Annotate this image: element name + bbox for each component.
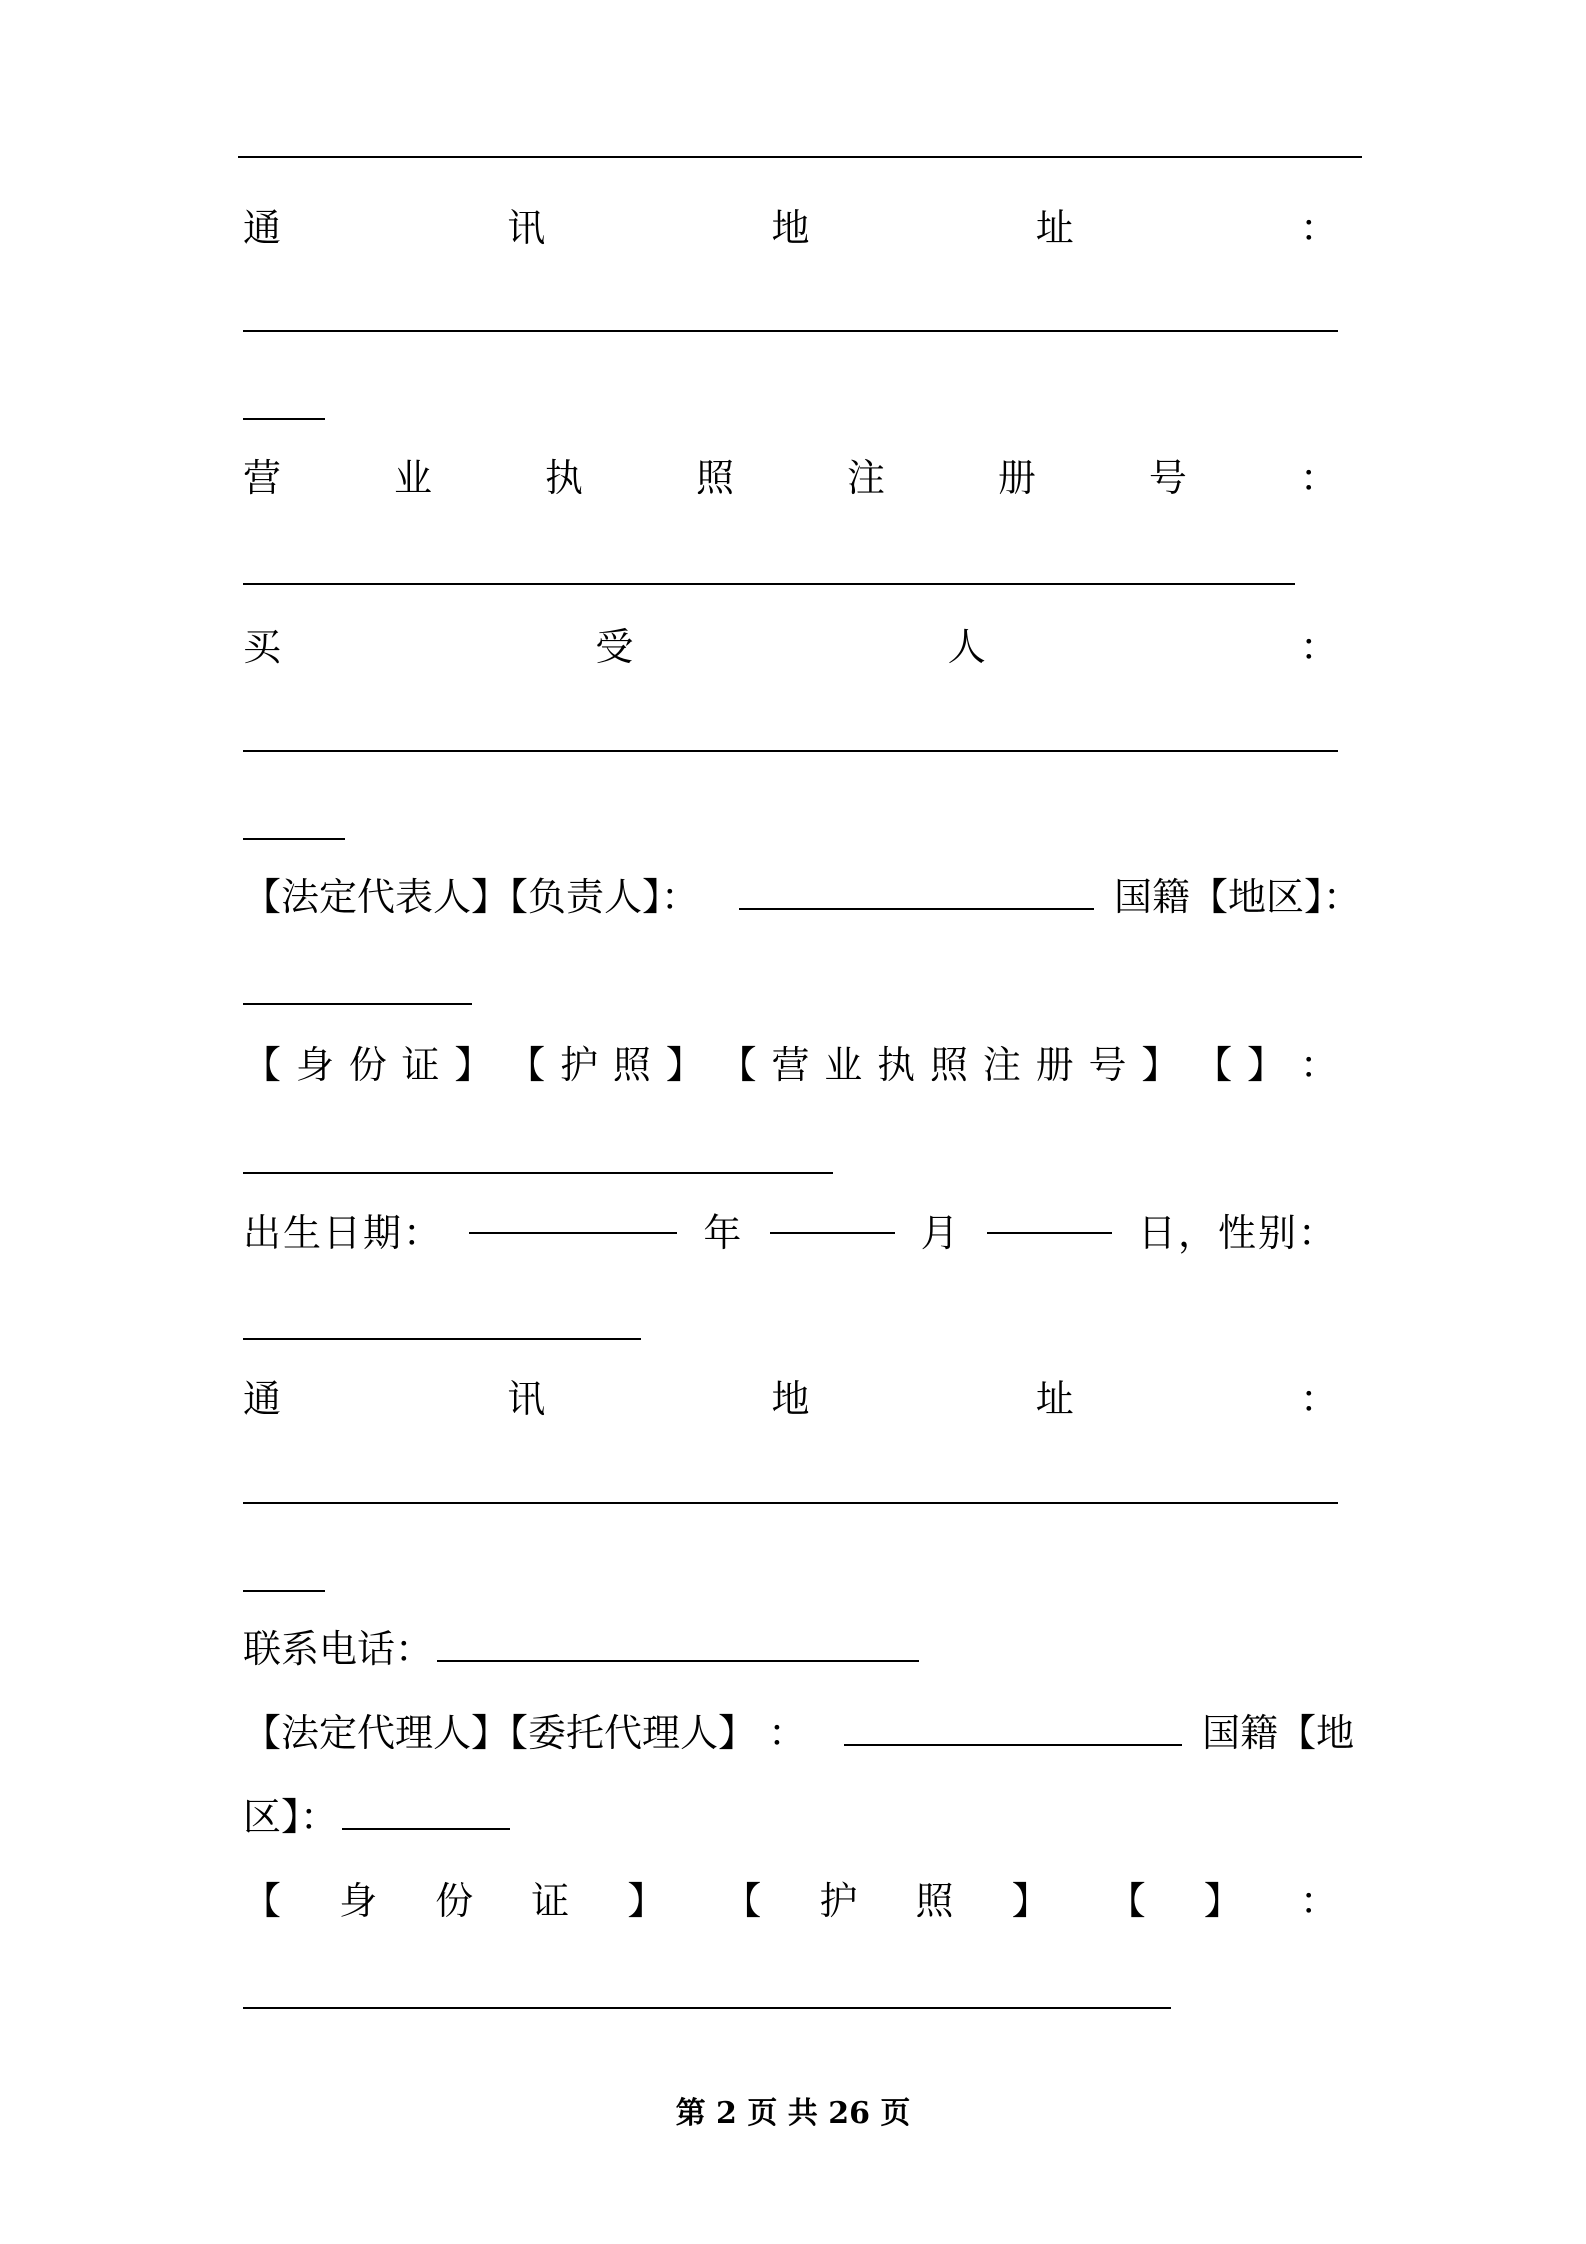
- label-char: 【: [243, 1879, 282, 1923]
- buyer-address-blank-1: [243, 1502, 1338, 1504]
- business-license-label: [243, 443, 1338, 513]
- id-doc-blank: [243, 1172, 833, 1174]
- label-char: 号: [1088, 1043, 1127, 1087]
- birth-year-label: 年: [703, 1211, 744, 1255]
- label-char: 执: [877, 1043, 916, 1087]
- page-number: 第 2 页 共 26 页: [675, 2096, 911, 2131]
- agent-line: [243, 1698, 1363, 1768]
- legal-rep-blank: [739, 874, 1094, 910]
- label-char: 执: [544, 456, 583, 500]
- birth-day-blank: [987, 1198, 1112, 1234]
- label-char: 份: [348, 1043, 387, 1087]
- label-char: 地: [771, 206, 810, 250]
- agent-nationality-label: 国籍【地: [1202, 1711, 1355, 1755]
- label-char: 注: [982, 1043, 1021, 1087]
- birth-day-gender-label: 日，性别：: [1137, 1211, 1338, 1255]
- label-char: 讯: [507, 206, 546, 250]
- label-char: 证: [401, 1043, 440, 1087]
- buyer-blank-2: [243, 838, 345, 840]
- label-char: ：: [1299, 206, 1338, 250]
- agent-label: 【法定代理人】【委托代理人】 ：: [243, 1711, 807, 1755]
- label-char: 护: [560, 1043, 599, 1087]
- agent-id-blank: [243, 2007, 1171, 2009]
- birth-month-blank: [770, 1198, 895, 1234]
- label-char: 身: [339, 1879, 378, 1923]
- label-char: ：: [1299, 456, 1338, 500]
- birth-month-label: 月: [920, 1211, 961, 1255]
- label-char: 买: [243, 625, 282, 669]
- legal-rep-nationality-blank: [243, 1003, 472, 1005]
- label-char: 【: [1107, 1879, 1146, 1923]
- agent-id-label: [243, 1866, 1338, 1936]
- label-char: 营: [771, 1043, 810, 1087]
- label-char: 号: [1148, 456, 1187, 500]
- label-char: 址: [1035, 1377, 1074, 1421]
- label-char: 】: [454, 1043, 493, 1087]
- label-char: 证: [531, 1879, 570, 1923]
- birth-year-blank: [469, 1198, 677, 1234]
- label-char: 地: [771, 1377, 810, 1421]
- label-char: 【: [723, 1879, 762, 1923]
- label-char: 照: [929, 1043, 968, 1087]
- birth-line: [243, 1198, 1338, 1268]
- label-char: 护: [819, 1879, 858, 1923]
- label-char: 照: [695, 456, 734, 500]
- label-char: 】: [627, 1879, 666, 1923]
- phone-line: [243, 1614, 1338, 1684]
- label-char: 【: [507, 1043, 546, 1087]
- phone-label: 联系电话：: [243, 1627, 434, 1671]
- label-char: 人: [947, 625, 986, 669]
- buyer-label: [243, 612, 1338, 682]
- label-char: 】: [1011, 1879, 1050, 1923]
- label-char: 【: [718, 1043, 757, 1087]
- seller-address-blank-1: [243, 330, 1338, 332]
- agent-blank: [844, 1710, 1182, 1746]
- label-char: 受: [595, 625, 634, 669]
- label-char: 通: [243, 206, 282, 250]
- seller-address-label: [243, 193, 1338, 263]
- label-char: 身: [295, 1043, 334, 1087]
- gender-blank: [243, 1338, 641, 1340]
- id-doc-label: [243, 1030, 1338, 1100]
- label-char: 份: [435, 1879, 474, 1923]
- label-char: 注: [846, 456, 885, 500]
- label-char: 讯: [507, 1377, 546, 1421]
- label-char: 照: [612, 1043, 651, 1087]
- label-char: 业: [393, 456, 432, 500]
- agent-region-label: 区】：: [243, 1795, 339, 1839]
- legal-rep-nationality-label: 国籍【地区】：: [1114, 875, 1362, 919]
- label-char: ：: [1299, 1879, 1338, 1923]
- label-char: 址: [1035, 206, 1074, 250]
- label-char: 营: [243, 456, 282, 500]
- buyer-blank-1: [243, 750, 1338, 752]
- label-char: 】: [1203, 1879, 1242, 1923]
- label-char: 【: [1194, 1043, 1233, 1087]
- business-license-blank: [243, 583, 1295, 585]
- label-char: 册: [997, 456, 1036, 500]
- label-char: 【: [243, 1043, 282, 1087]
- header-rule: [238, 156, 1362, 158]
- label-char: 】: [665, 1043, 704, 1087]
- label-char: 业: [824, 1043, 863, 1087]
- agent-region-blank: [342, 1794, 510, 1830]
- phone-blank: [437, 1626, 919, 1662]
- label-char: 】: [1141, 1043, 1180, 1087]
- label-char: ：: [1299, 1377, 1338, 1421]
- label-char: ：: [1299, 1043, 1338, 1087]
- buyer-address-blank-2: [243, 1590, 325, 1592]
- buyer-address-label: [243, 1364, 1338, 1434]
- label-char: 通: [243, 1377, 282, 1421]
- seller-address-blank-2: [243, 418, 325, 420]
- label-char: ：: [1299, 625, 1338, 669]
- legal-rep-line: [243, 862, 1362, 932]
- birth-label: 出生日期：: [243, 1211, 444, 1255]
- label-char: 照: [915, 1879, 954, 1923]
- agent-region-line: [243, 1782, 1338, 1852]
- label-char: 册: [1035, 1043, 1074, 1087]
- legal-rep-label: 【法定代表人】【负责人】：: [243, 875, 700, 919]
- label-char: 】: [1247, 1043, 1286, 1087]
